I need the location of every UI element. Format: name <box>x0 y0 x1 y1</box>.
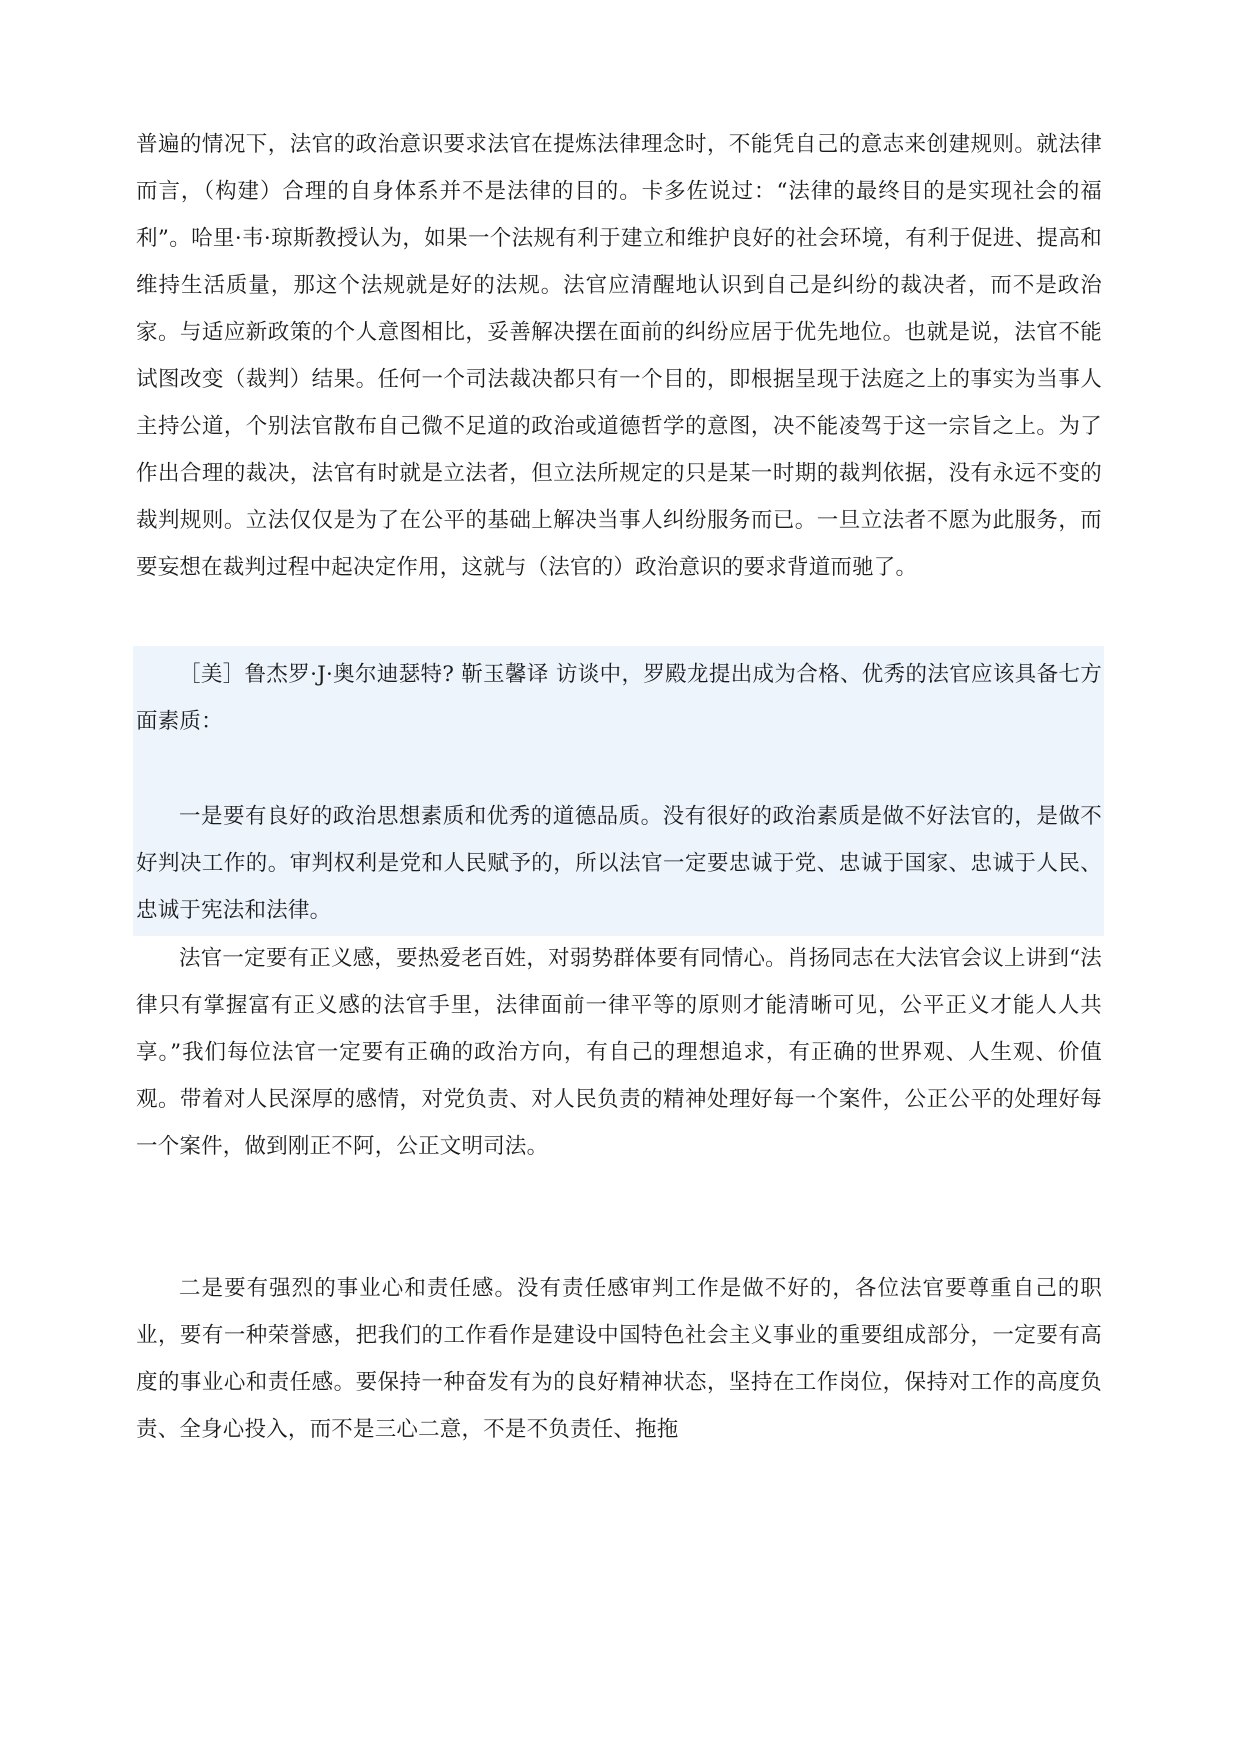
paragraph-sense-of-justice: 法官一定要有正义感，要热爱老百姓，对弱势群体要有同情心。肖扬同志在大法官会议上讲到“法律只有掌握富有正义感的法官手里，法律面前一律平等的原则才能清晰可见，公平正义才能人人共享。”我们每位法官一定要有正确的政治方向，有自己的理想追求，有正确的世界观、人生观、价值观。带着对人民深厚的感情，对党负责、对人民负责的精神处理好每一个案件，公正公平的处理好每一个案件，做到刚正不阿，公正文明司法。 <box>136 946 1102 1159</box>
paragraph-point-one: 一是要有良好的政治思想素质和优秀的道德品质。没有很好的政治素质是做不好法官的，是做不好判决工作的。审判权利是党和人民赋予的，所以法官一定要忠诚于党、忠诚于国家、忠诚于人民、忠诚于宪法和法律。 <box>136 804 1102 923</box>
paragraph-point-two: 二是要有强烈的事业心和责任感。没有责任感审判工作是做不好的，各位法官要尊重自己的职业，要有一种荣誉感，把我们的工作看作是建设中国特色社会主义事业的重要组成部分，一定要有高度的事业心和责任感。要保持一种奋发有为的良好精神状态，坚持在工作岗位，保持对工作的高度负责、全身心投入，而不是三心二意，不是不负责任、拖拖 <box>136 1276 1102 1442</box>
paragraph-political-awareness: 普遍的情况下，法官的政治意识要求法官在提炼法律理念时，不能凭自己的意志来创建规则。就法律而言，（构建）合理的自身体系并不是法律的目的。卡多佐说过：“法律的最终目的是实现社会的福利”。哈里·韦·琼斯教授认为，如果一个法规有利于建立和维护良好的社会环境，有利于促进、提高和维持生活质量，那这个法规就是好的法规。法官应清醒地认识到自己是纠纷的裁决者，而不是政治家。与适应新政策的个人意图相比，妥善解决摆在面前的纠纷应居于优先地位。也就是说，法官不能试图改变（裁判）结果。任何一个司法裁决都只有一个目的，即根据呈现于法庭之上的事实为当事人主持公道，个别法官散布自己微不足道的政治或道德哲学的意图，决不能凌驾于这一宗旨之上。为了作出合理的裁决，法官有时就是立法者，但立法所规定的只是某一时期的裁判依据，没有永远不变的裁判规则。立法仅仅是为了在公平的基础上解决当事人纠纷服务而已。一旦立法者不愿为此服务，而要妄想在裁判过程中起决定作用，这就与（法官的）政治意识的要求背道而驰了。 <box>136 132 1102 580</box>
paragraph-interview-intro: ［美］鲁杰罗·J·奥尔迪瑟特? 靳玉馨译 访谈中，罗殿龙提出成为合格、优秀的法官应该具备七方面素质： <box>136 662 1102 734</box>
